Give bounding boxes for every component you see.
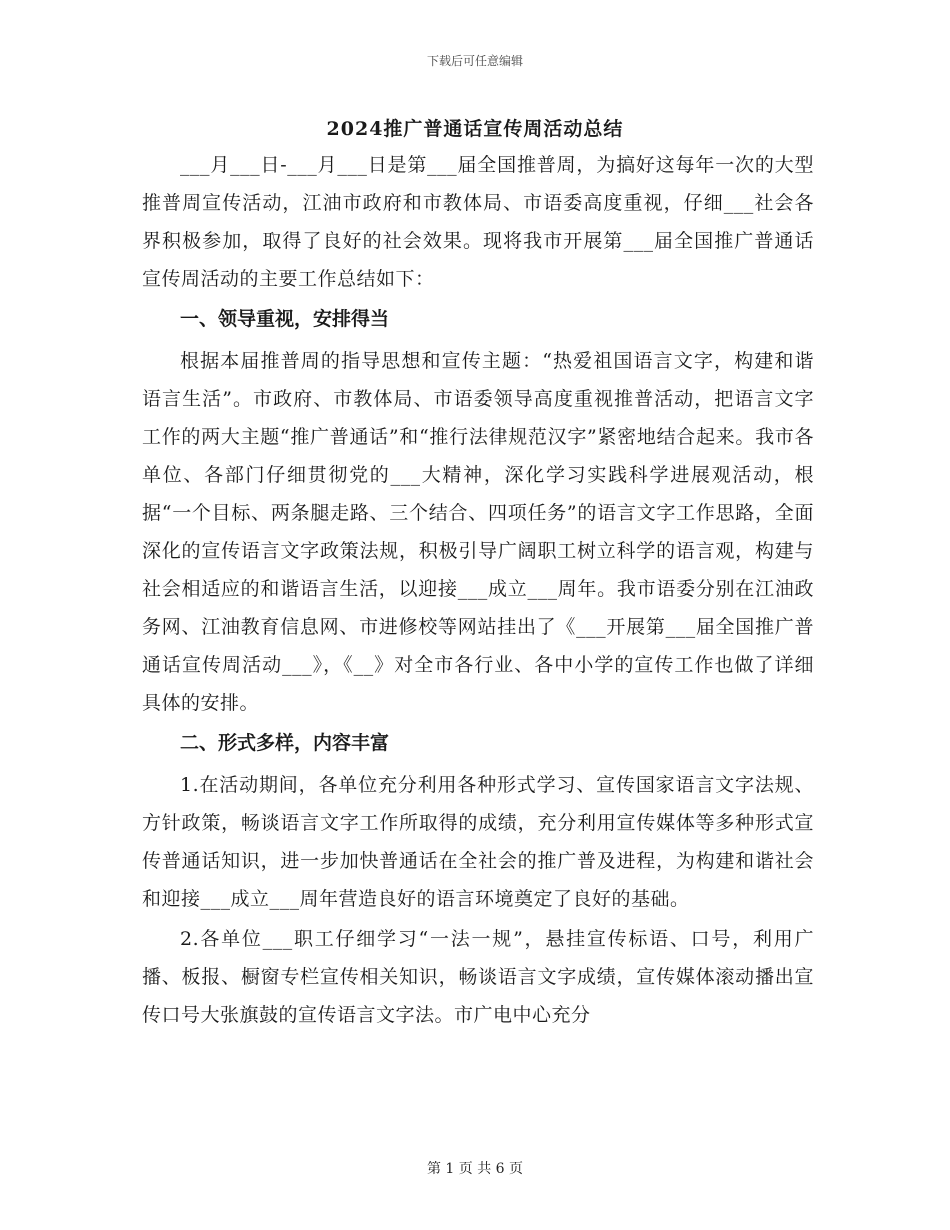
section-1-heading: 一、领导重视，安排得当 (180, 308, 390, 330)
section-2-item-2: 2.各单位___职工仔细学习“一法一规”，悬挂宣传标语、口号，利用广播、板报、橱窗专栏宣传相关知识，畅谈语言文字成绩，宣传媒体滚动播出宣传口号大张旗鼓的宣传语言文字法。市广电中心充分 (142, 928, 814, 1026)
header-note: 下载后可任意编辑 (426, 54, 523, 68)
document-title: 2024推广普通话宣传周活动总结 (326, 118, 624, 140)
section-1-paragraph: 根据本届推普周的指导思想和宣传主题：“热爱祖国语言文字，构建和谐语言生活”。市政府、市教体局、市语委领导高度重视推普活动，把语言文字工作的两大主题“推广普通话”和“推行法律规范汉字”紧密地结合起来。我市各单位、各部门仔细贯彻党的___大精神，深化学习实践科学进展观活动，根据“一个目标、两条腿走路、三个结合、四项任务”的语言文字工作思路，全面深化的宣传语言文字政策法规，积极引导广阔职工树立科学的语言观，构建与社会相适应的和谐语言生活，以迎接___成立___周年。我市语委分别在江油政务网、江油教育信息网、市进修校等网站挂出了《___开展第___届全国推广普通话宣传周活动___》，《__》对全市各行业、各中小学的宣传工作也做了详细具体的安排。 (142, 350, 814, 714)
section-2-heading: 二、形式多样，内容丰富 (180, 732, 390, 754)
document-body (142, 146, 814, 1034)
section-2-item-1: 1.在活动期间，各单位充分利用各种形式学习、宣传国家语言文字法规、方针政策，畅谈语言文字工作所取得的成绩，充分利用宣传媒体等多种形式宣传普通话知识，进一步加快普通话在全社会的推广普及进程，为构建和谐社会和迎接___成立___周年营造良好的语言环境奠定了良好的基础。 (142, 774, 814, 910)
page-number-footer: 第 1 页 共 6 页 (426, 1161, 524, 1177)
intro-paragraph: ___月___日-___月___日是第___届全国推普周，为搞好这每年一次的大型推普周宣传活动，江油市政府和市教体局、市语委高度重视，仔细___社会各界积极参加，取得了良好的社会效果。现将我市开展第___届全国推广普通话宣传周活动的主要工作总结如下： (142, 154, 814, 290)
